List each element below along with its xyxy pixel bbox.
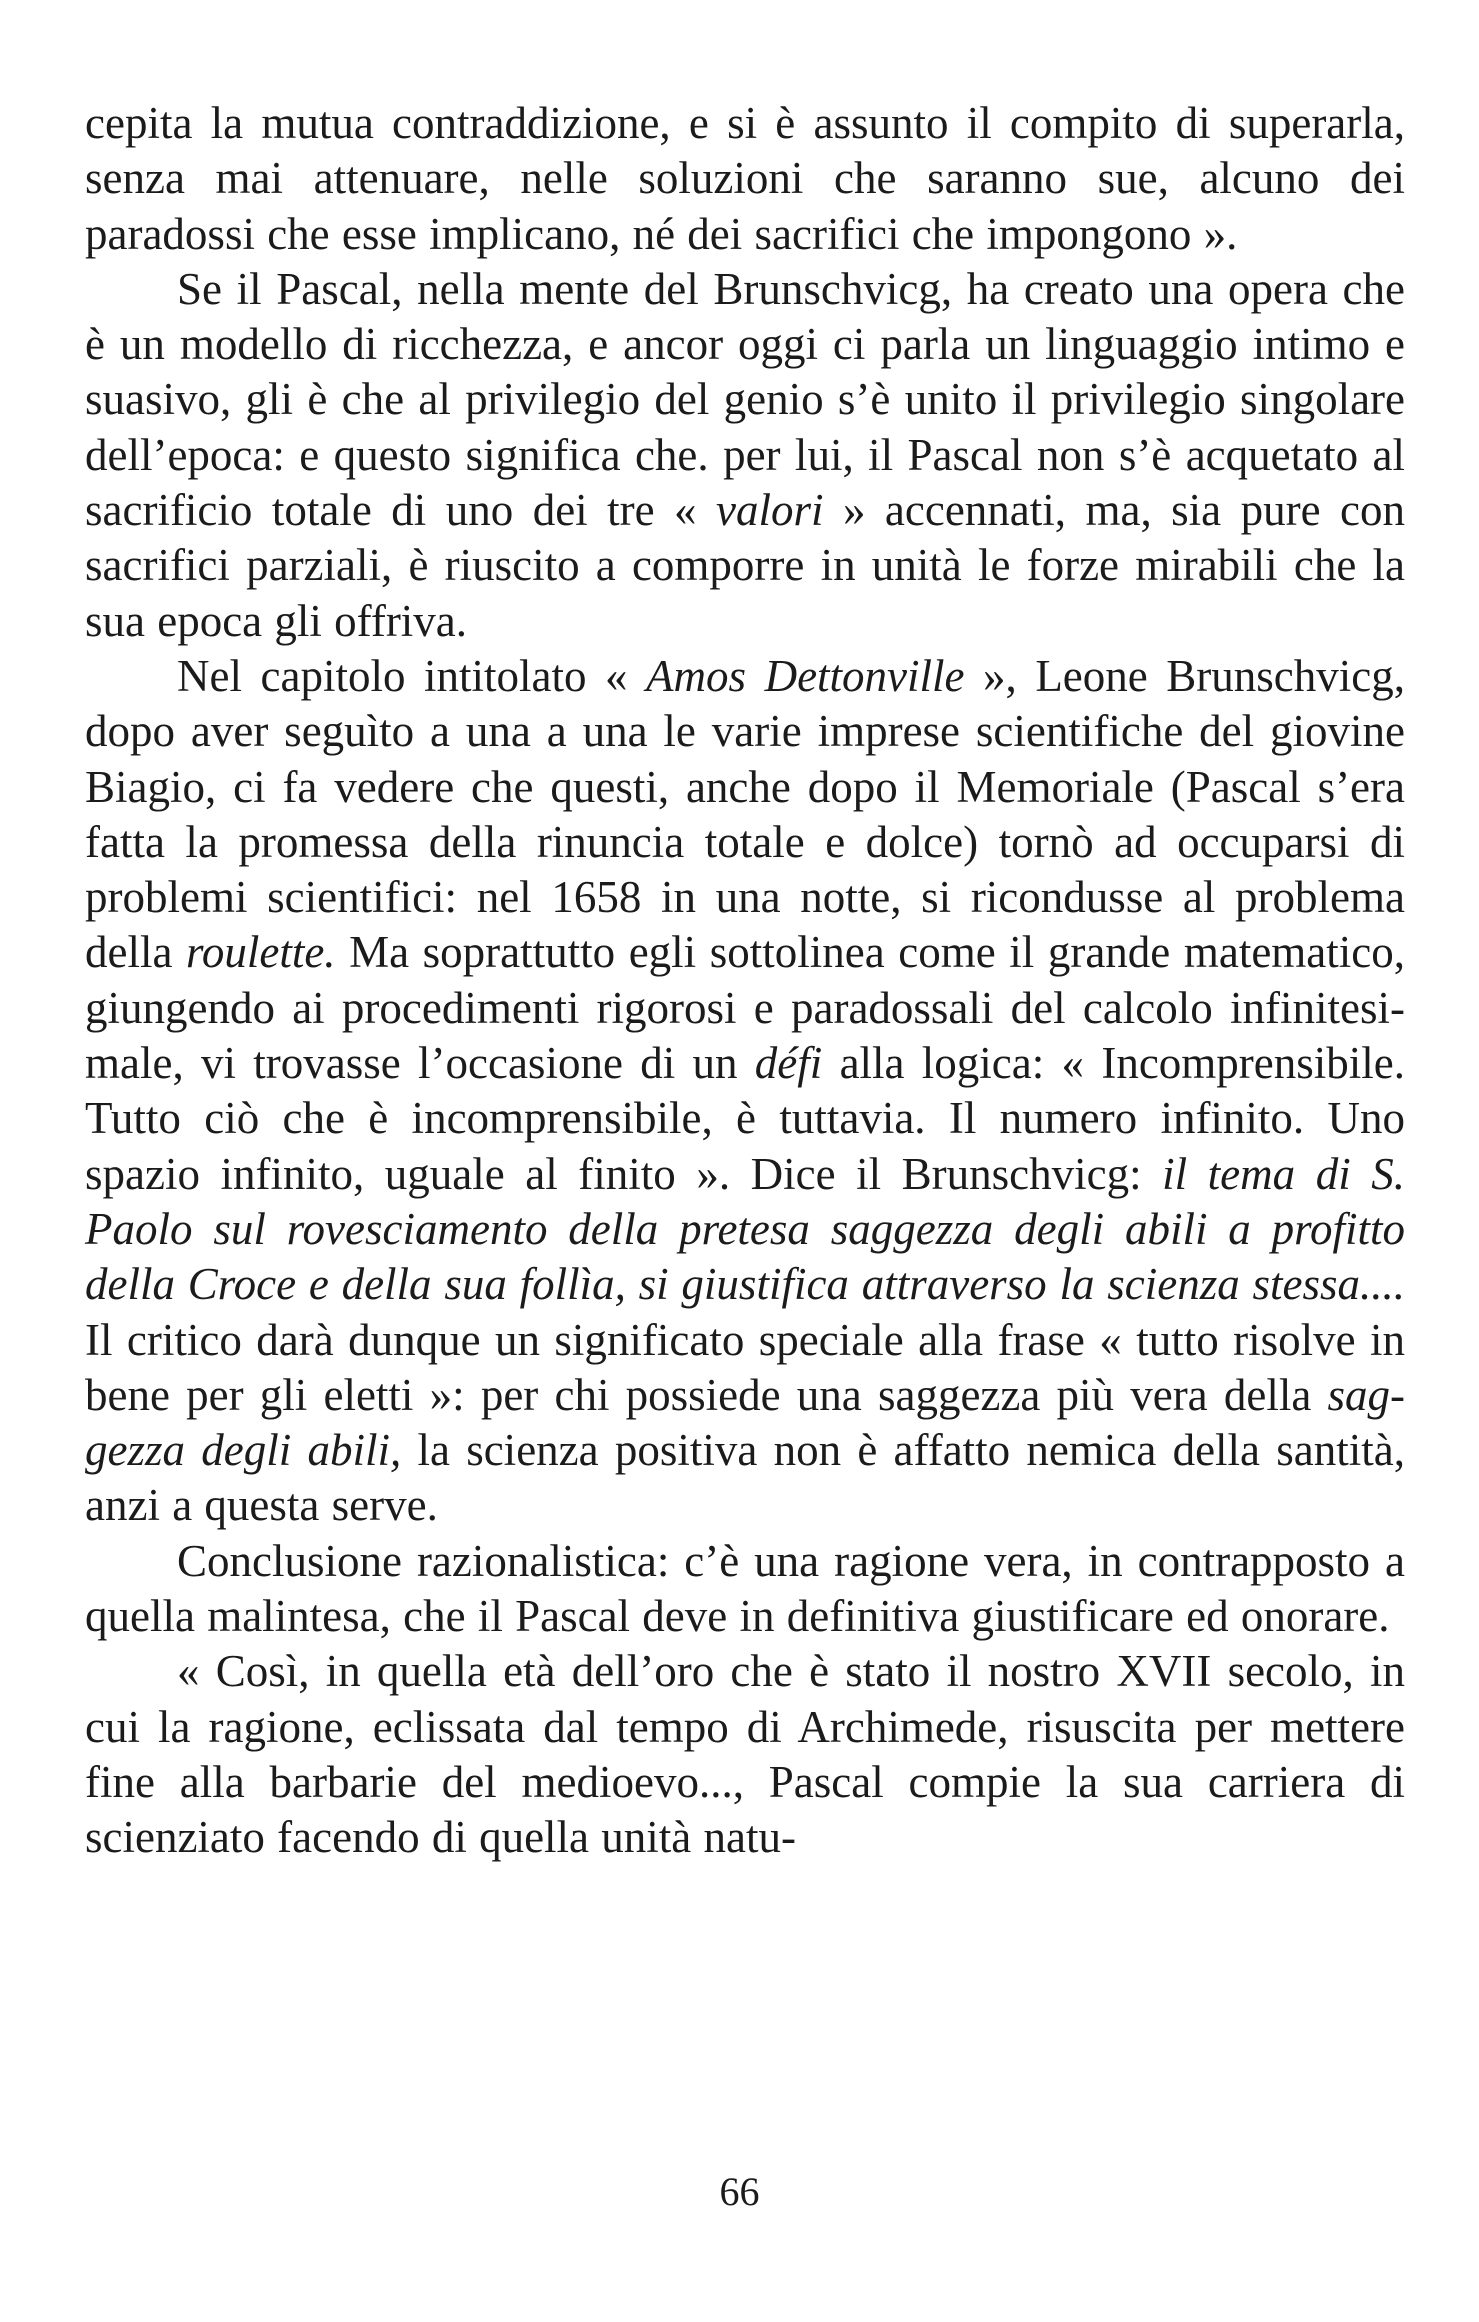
paragraph-5 <box>85 1644 1405 1865</box>
page-number: 66 <box>719 2169 760 2214</box>
p2-text-2: » accennati, ma, sia pure con sacrifici parziali, è riuscito a comporre in unità le forze mirabili che la sua epoca gli offriva. <box>85 485 1405 646</box>
p4-text-1: Conclusione razionalistica: c’è una ragione vera, in contrapposto a quella malintesa, che il Pascal deve in definitiva giustificare ed onorare. <box>85 1535 1405 1642</box>
p3-text-3: Ma soprattutto egli sottolinea come il grande matematico, giungendo ai procedimenti rigorosi e paradossali del calcolo infinitesimale, vi trovasse l’occasione di un <box>85 927 1406 1089</box>
p3-italic-quote: il tema di S. Paolo sul rovesciamento della pretesa saggezza degli abili a profitto della Croce e della sua follìa, si giustifica attraverso la scienza stessa.... <box>85 1148 1405 1310</box>
p3-italic-saggezza: saggezza degli abili, <box>85 1369 1405 1476</box>
p3-text-2: », Leone Brunschvicg, dopo aver seguìto a una a una le varie imprese scientifiche del giovine Biagio, ci fa vedere che questi, anche dopo il Memoriale (Pascal s’era fatta la promessa della rinuncia totale e dolce) tornò ad occuparsi di problemi scientifici: nel 1658 in una notte, si ricondusse al problema della <box>85 650 1405 978</box>
p3-text-1: Nel capitolo intitolato « <box>177 650 647 701</box>
p3-text-4: alla logica: « Incomprensibile. Tutto ciò che è incomprensibile, è tuttavia. Il numero infinito. Uno spazio infinito, uguale al finito ». Dice il Brunschvicg: <box>85 1038 1405 1199</box>
paragraph-2 <box>85 262 1405 649</box>
p5-text-1: « Così, in quella età dell’oro che è stato il nostro XVII secolo, in cui la ragione, eclissata dal tempo di Archimede, risuscita per mettere fine alla barbarie del medioevo..., Pascal compie la sua carriera di scienziato facendo di quella unità natu- <box>85 1646 1405 1863</box>
p2-text-1: Se il Pascal, nella mente del Brunschvicg, ha creato una opera che è un modello di ricchezza, e ancor oggi ci parla un linguaggio intimo e suasivo, gli è che al privilegio del genio s’è unito il privilegio singolare dell’epoca: e questo significa che. per lui, il Pascal non s’è acquetato al sacrificio totale di uno dei tre « <box>85 263 1405 536</box>
p3-text-6: la scienza positiva non è affatto nemica della santità, anzi a questa serve. <box>85 1425 1405 1531</box>
paragraph-1 <box>85 96 1405 262</box>
p1-text-1: cepita la mutua contraddizione, e si è assunto il compito di superarla, senza mai attenuare, nelle soluzioni che saranno sue, alcuno dei paradossi che esse implicano, né dei sacrifici che impongono ». <box>85 98 1405 259</box>
p3-italic-title: Amos Dettonville <box>646 650 965 701</box>
p3-italic-defi: défi <box>754 1038 823 1089</box>
paragraph-3 <box>85 649 1405 1534</box>
page-body <box>85 96 1405 1866</box>
paragraph-4 <box>85 1534 1405 1645</box>
p3-text-5: Il critico darà dunque un significato speciale alla frase « tutto risolve in bene per gli eletti »: per chi possiede una saggezza più vera della <box>85 1314 1405 1420</box>
p2-italic-valori: valori <box>716 485 824 536</box>
p3-italic-roulette: roulette. <box>186 927 336 978</box>
